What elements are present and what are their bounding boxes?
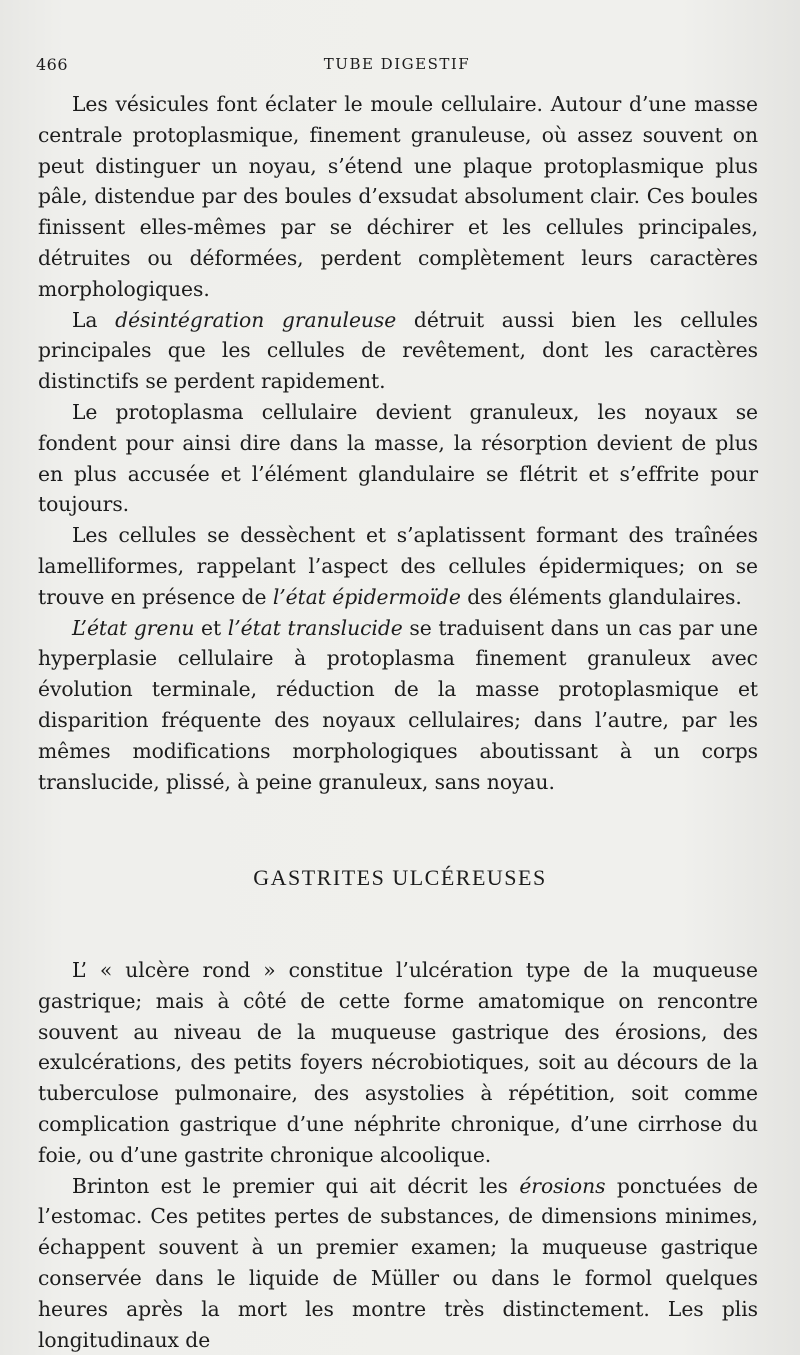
text-run: ponctuées de l’estomac. Ces petites pertes de substances, de dimensions minimes, échappent souvent à un premier examen; la muqueuse gastrique conservée dans le liquide de Müller ou dans le formol quelques heures après la mort les montre très distinctement. Les plis longitudinaux de [38, 1173, 759, 1352]
paragraph [38, 613, 758, 798]
paragraph: L’ « ulcère rond » constitue l’ulcération type de la muqueuse gastrique; mais à côté de cette forme amatomique on rencontre souvent au niveau de la muqueuse gastrique des érosions, des exulcérations, des petits foyers nécrobiotiques, soit au décours de la tuberculose pulmonaire, des asystolies à répétition, soit comme complication gastrique d’une néphrite chronique, d’une cirrhose du foie, ou d’une gastrite chronique alcoolique. [38, 958, 758, 1167]
italic-term: érosions [519, 1173, 606, 1198]
italic-term: désintégration granuleuse [115, 307, 397, 332]
italic-term: L’état grenu [72, 615, 195, 640]
text-run: détruit aussi bien les cellules principales que les cellules de revêtement, dont les caractères distinctifs se perdent rapidement. [38, 307, 758, 394]
italic-term: l’état épidermoïde [272, 584, 461, 609]
paragraph [38, 520, 758, 612]
page-number: 466 [36, 55, 69, 74]
paragraph: Les vésicules font éclater le moule cellulaire. Autour d’une masse centrale protoplasmique, finement granuleuse, où assez souvent on peut distinguer un noyau, s’étend une plaque protoplasmique plus pâle, distendue par des boules d’exsudat absolument clair. Ces boules finissent elles-mêmes par se déchirer et les cellules principales, détruites ou déformées, perdent complètement leurs caractères morphologiques. [38, 92, 758, 301]
page-header [36, 55, 758, 81]
paragraph: Le protoplasma cellulaire devient granuleux, les noyaux se fondent pour ainsi dire dans la masse, la résorption devient de plus en plus accusée et l’élément glandulaire se flétrit et s’effrite pour toujours. [38, 399, 758, 517]
body-text-bottom [38, 955, 758, 1355]
text-run: se traduisent dans un cas par une hyperplasie cellulaire à protoplasma finement granuleux avec évolution terminale, réduction de la masse protoplasmique et disparition fréquente des noyaux cellulaires; dans l’autre, par les mêmes modifications morphologiques aboutissant à un corps translucide, plissé, à peine granuleux, sans noyau. [38, 615, 758, 794]
paragraph [38, 305, 758, 397]
running-head: TUBE DIGESTIF [323, 55, 471, 73]
paragraph [38, 1171, 758, 1355]
text-run: Les cellules se dessèchent et s’aplatissent formant des traînées lamelliformes, rappelant l’aspect des cellules épidermiques; on se trouve en présence de [38, 523, 758, 609]
text-run: des éléments glandulaires. [460, 584, 742, 609]
text-run: La [72, 307, 116, 332]
body-text-top [38, 89, 758, 797]
section-title: GASTRITES ULCÉREUSES [253, 865, 547, 890]
text-run: Brinton est le premier qui ait décrit les [72, 1173, 520, 1198]
italic-term: l’état translucide [227, 615, 403, 640]
text-run: et [194, 615, 228, 640]
